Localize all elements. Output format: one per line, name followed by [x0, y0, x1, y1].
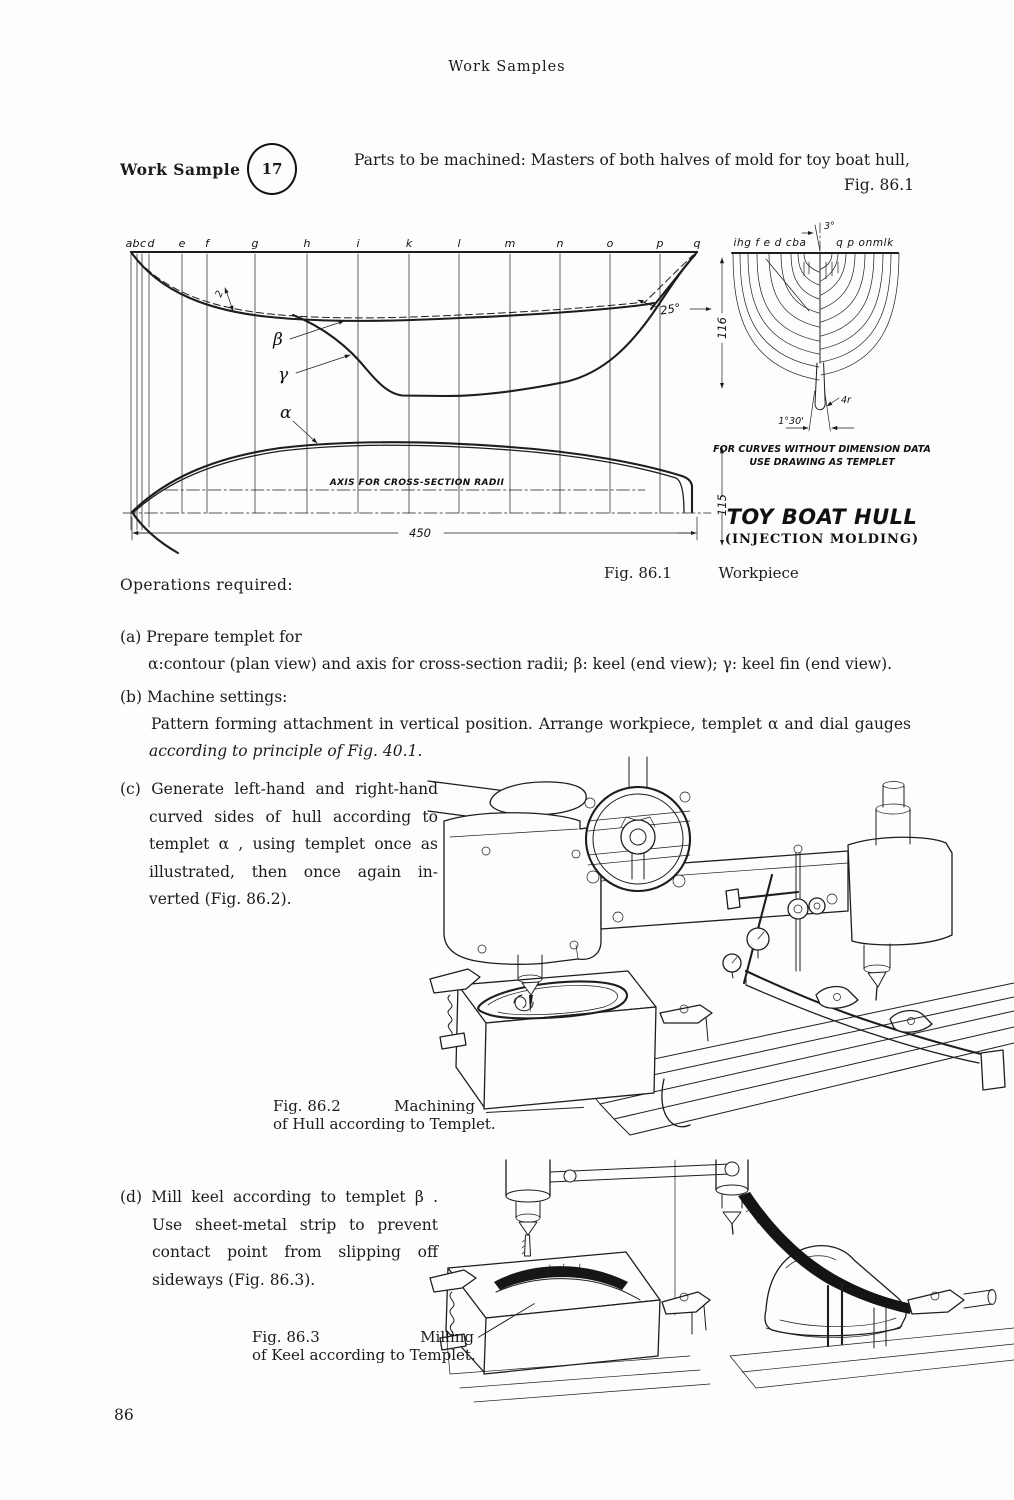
dim-3deg: 3°	[824, 221, 835, 232]
dim-115: 115	[715, 494, 729, 516]
dim-4r: 4r	[841, 395, 851, 406]
milling-machine	[428, 757, 952, 1000]
intro-fig-ref: Fig. 86.1	[844, 176, 914, 194]
fig-86-3-illustration	[430, 1160, 1014, 1405]
work-sample-label: Work Sample	[120, 160, 241, 179]
station-letter: e	[178, 237, 186, 250]
op-d-block	[120, 1184, 438, 1294]
fig1-caption	[604, 564, 799, 582]
alpha-label: α	[280, 403, 292, 423]
station-letter: p	[656, 237, 664, 250]
axis-note: AXIS FOR CROSS-SECTION RADII	[329, 478, 505, 488]
op-d-line3: contact point from slipping off	[152, 1243, 438, 1261]
op-c-block	[120, 776, 438, 914]
fig3-caption-line2: of Keel according to Templet.	[252, 1346, 476, 1364]
workpiece-title: TOY BOAT HULL	[726, 505, 918, 529]
op-c-line5: verted (Fig. 86.2).	[149, 890, 292, 908]
fig2-caption	[273, 1097, 496, 1133]
station-letter: k	[405, 237, 413, 250]
fig2-caption-title: Machining	[394, 1097, 475, 1115]
station-letter: m	[504, 237, 516, 250]
height-dimensions	[715, 258, 729, 545]
dim-25deg: 25°	[659, 300, 682, 318]
workpiece-subtitle: (INJECTION MOLDING)	[724, 532, 920, 547]
station-letter: n	[556, 237, 564, 250]
keel-workpiece-block	[446, 1252, 660, 1374]
fig1-caption-number: Fig. 86.1	[604, 564, 672, 582]
op-b-line2: Pattern forming attachment in vertical position. Arrange workpiece, templet α and dial gauges	[151, 715, 911, 733]
operations-heading: Operations required:	[120, 576, 294, 594]
dim-1deg30: 1°30'	[778, 416, 804, 427]
gamma-label: γ	[278, 365, 289, 385]
dim-2: 2	[213, 289, 226, 299]
op-c-line1: (c) Generate left-hand and right-hand	[120, 780, 438, 798]
dim-450: 450	[409, 526, 431, 540]
station-letter: b	[132, 237, 140, 250]
op-a-line2: α:contour (plan view) and axis for cross-section radii; β: keel (end view); γ: keel fin (end view).	[148, 655, 893, 673]
beta-label: β	[273, 330, 283, 350]
end-view	[732, 221, 899, 431]
fig-86-2-illustration	[428, 757, 1014, 1137]
station-letter: i	[356, 237, 360, 250]
station-letter: a	[125, 237, 133, 250]
hull-workpiece-block	[456, 955, 656, 1109]
op-d-line4: sideways (Fig. 86.3).	[152, 1270, 316, 1289]
fig2-caption-number: Fig. 86.2	[273, 1097, 341, 1115]
page-header: Work Samples	[448, 59, 566, 75]
op-c-line4: illustrated, then once again in-	[149, 862, 438, 881]
templet-beta-fixture	[730, 1192, 1014, 1388]
profile-view	[131, 252, 711, 396]
fig-86-1-drawing	[110, 215, 931, 565]
station-letter: f	[205, 237, 209, 250]
fig3-caption-number: Fig. 86.3	[252, 1328, 320, 1346]
dim-116: 116	[715, 317, 729, 339]
op-c-line3: templet α , using templet once as	[149, 835, 438, 853]
station-letters	[126, 237, 701, 250]
plan-view	[123, 403, 711, 553]
fig3-caption-title: Milling	[420, 1328, 474, 1346]
station-letter: d	[147, 237, 155, 250]
op-a-line1: (a) Prepare templet for	[120, 628, 302, 646]
op-b-line3: according to principle of Fig. 40.1.	[149, 742, 423, 760]
templet-note-line2: USE DRAWING AS TEMPLET	[749, 457, 895, 468]
fig2-caption-line2: of Hull according to Templet.	[273, 1115, 496, 1133]
fig3-caption	[252, 1328, 474, 1364]
page-number: 86	[114, 1406, 134, 1424]
templet-alpha-assembly	[746, 971, 1005, 1090]
station-grid	[131, 254, 660, 530]
op-b-line1: (b) Machine settings:	[120, 688, 288, 706]
figure-notes	[713, 444, 931, 547]
op-c-line2: curved sides of hull according to	[149, 807, 438, 826]
station-letter: q	[693, 237, 701, 250]
intro-line: Parts to be machined: Masters of both halves of mold for toy boat hull,	[354, 151, 910, 169]
station-letter: l	[457, 237, 461, 250]
station-letter: g	[251, 237, 259, 250]
station-letter: c	[139, 237, 147, 250]
fig1-caption-text: Workpiece	[718, 564, 799, 582]
end-view-right-letters: q p onmlk	[836, 237, 894, 249]
station-letter: o	[606, 237, 614, 250]
station-letter: h	[303, 237, 311, 250]
end-view-left-letters: ihg f e d cba	[733, 237, 807, 249]
op-d-line1: (d) Mill keel according to templet β .	[120, 1188, 438, 1206]
op-d-line2: Use sheet-metal strip to prevent	[152, 1215, 438, 1234]
work-sample-number-badge: 17	[247, 143, 297, 195]
templet-note-line1: FOR CURVES WITHOUT DIMENSION DATA	[713, 444, 931, 455]
